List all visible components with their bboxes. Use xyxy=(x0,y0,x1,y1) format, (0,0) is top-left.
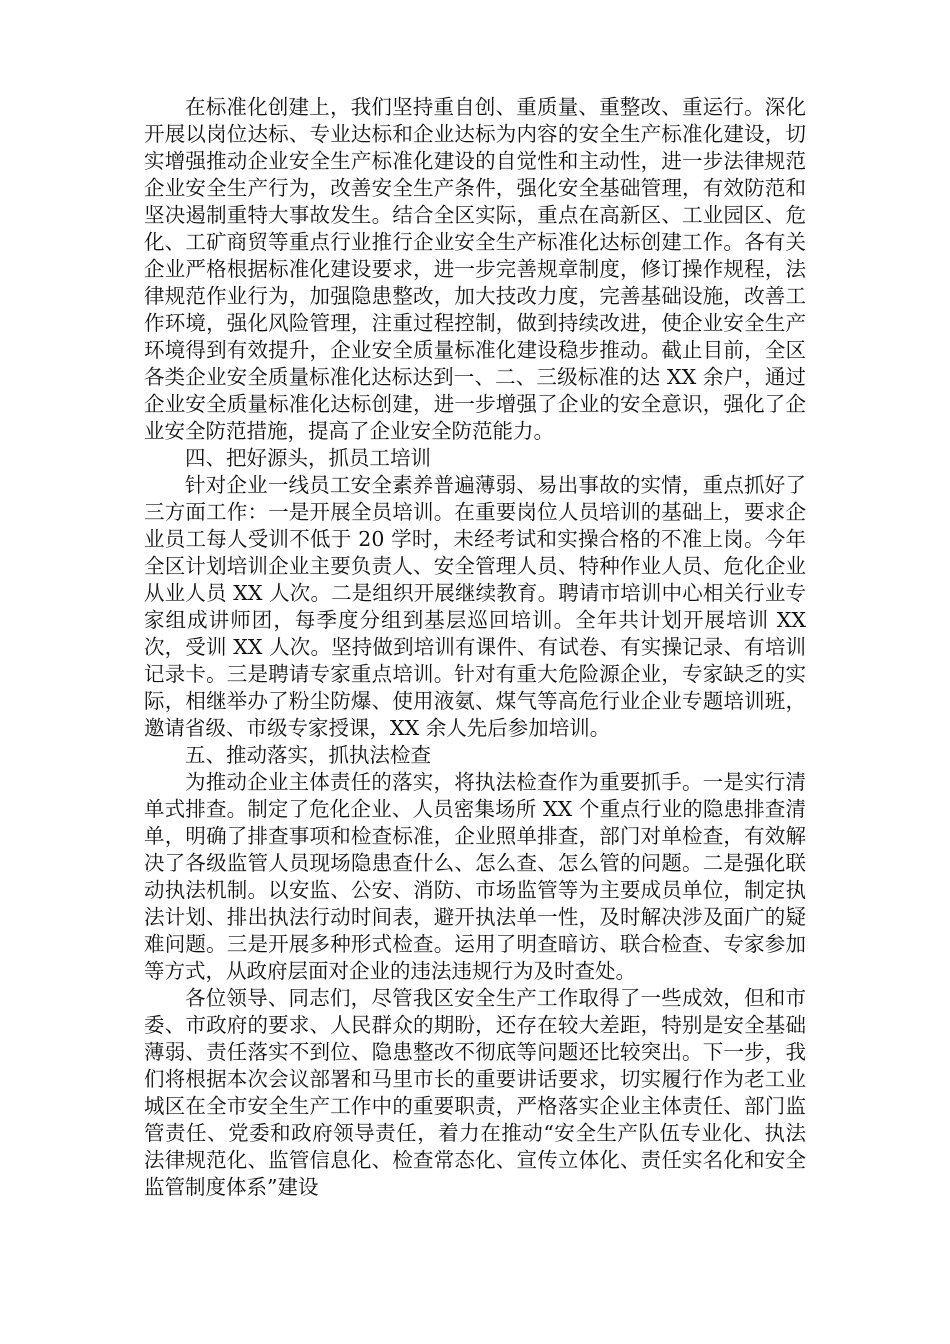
paragraph-training: 针对企业一线员工安全素养普遍薄弱、易出事故的实情，重点抓好了三方面工作：一是开展全员培训。在重要岗位人员培训的基础上，要求企业员工每人受训不低于 20 学时，未经考试和实操合格的不准上岗。今年全区计划培训企业主要负责人、安全管理人员、特种作业人员、危化企业从业人员 XX 人次。二是组织开展继续教育。聘请市培训中心相关行业专家组成讲师团，每季度分组到基层巡回培训。全年共计划开展培训 XX 次，受训 XX 人次。坚持做到培训有课件、有试卷、有实操记录、有培训记录卡。三是聘请专家重点培训。针对有重大危险源企业，专家缺乏的实际，相继举办了粉尘防爆、使用液氨、煤气等高危行业企业专题培训班，邀请省级、市级专家授课，XX 余人先后参加培训。 xyxy=(144,473,806,740)
section-heading-training: 四、把好源头，抓员工培训 xyxy=(185,446,431,470)
paragraph-conclusion: 各位领导、同志们，尽管我区安全生产工作取得了一些成效，但和市委、市政府的要求、人民群众的期盼，还存在较大差距，特别是安全基础薄弱、责任落实不到位、隐患整改不彻底等问题还比较突出。下一步，我们将根据本次会议部署和马里市长的重要讲话要求，切实履行作为老工业城区在全市安全生产工作中的重要职责，严格落实企业主体责任、部门监管责任、党委和政府领导责任，着力在推动“安全生产队伍专业化、执法法律规范化、监管信息化、检查常态化、宣传立体化、责任实名化和安全监管制度体系”建设 xyxy=(144,986,806,1199)
document-body xyxy=(144,94,806,1201)
section-heading-enforcement: 五、推动落实，抓执法检查 xyxy=(185,743,431,767)
paragraph-enforcement: 为推动企业主体责任的落实，将执法检查作为重要抓手。一是实行清单式排查。制定了危化企业、人员密集场所 XX 个重点行业的隐患排查清单，明确了排查事项和检查标准，企业照单排查，部门对单检查，有效解决了各级监管人员现场隐患查什么、怎么查、怎么管的问题。二是强化联动执法机制。以安监、公安、消防、市场监管等为主要成员单位，制定执法计划、排出执法行动时间表，避开执法单一性，及时解决涉及面广的疑难问题。三是开展多种形式检查。运用了明查暗访、联合检查、专家参加等方式，从政府层面对企业的违法违规行为及时查处。 xyxy=(144,770,806,983)
paragraph-standardization: 在标准化创建上，我们坚持重自创、重质量、重整改、重运行。深化开展以岗位达标、专业达标和企业达标为内容的安全生产标准化建设，切实增强推动企业安全生产标准化建设的自觉性和主动性，进一步法律规范企业安全生产行为，改善安全生产条件，强化安全基础管理，有效防范和坚决遏制重特大事故发生。结合全区实际，重点在高新区、工业园区、危化、工矿商贸等重点行业推行企业安全生产标准化达标创建工作。各有关企业严格根据标准化建设要求，进一步完善规章制度，修订操作规程，法律规范作业行为，加强隐患整改，加大技改力度，完善基础设施，改善工作环境，强化风险管理，注重过程控制，做到持续改进，使企业安全生产环境得到有效提升，企业安全质量标准化建设稳步推动。截止目前，全区各类企业安全质量标准化达标达到一、二、三级标准的达 XX 余户，通过企业安全质量标准化达标创建，进一步增强了企业的安全意识，强化了企业安全防范措施，提高了企业安全防范能力。 xyxy=(144,95,806,443)
